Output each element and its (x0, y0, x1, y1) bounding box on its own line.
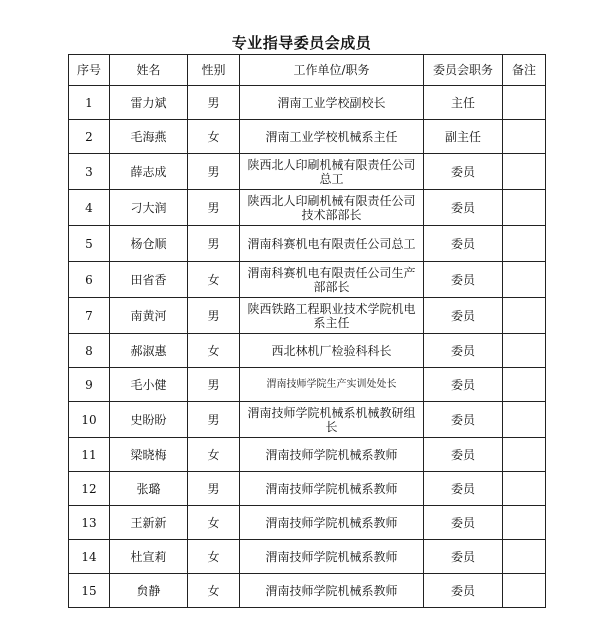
row-note (503, 226, 546, 262)
row-unit: 渭南技师学院机械系机械教研组长 (240, 402, 424, 438)
table-row (69, 226, 546, 262)
row-index: 1 (69, 86, 110, 120)
row-role: 主任 (424, 86, 503, 120)
row-name: 毛海燕 (110, 120, 188, 154)
table-row (69, 154, 546, 190)
row-name: 张璐 (110, 472, 188, 506)
header-gender: 性别 (188, 55, 240, 86)
header-role: 委员会职务 (424, 55, 503, 86)
row-note (503, 506, 546, 540)
row-name: 杜宣莉 (110, 540, 188, 574)
table-row (69, 574, 546, 608)
table-row (69, 506, 546, 540)
row-role: 委员 (424, 368, 503, 402)
row-role: 委员 (424, 540, 503, 574)
row-name: 田省香 (110, 262, 188, 298)
table-row (69, 298, 546, 334)
header-index: 序号 (69, 55, 110, 86)
row-unit: 渭南技师学院机械系教师 (240, 506, 424, 540)
row-role: 委员 (424, 262, 503, 298)
row-name: 王新新 (110, 506, 188, 540)
page-title: 专业指导委员会成员 (231, 34, 372, 52)
row-role: 委员 (424, 190, 503, 226)
row-name: 史盼盼 (110, 402, 188, 438)
row-name: 梁晓梅 (110, 438, 188, 472)
row-unit: 渭南工业学校副校长 (240, 86, 424, 120)
row-gender: 女 (188, 120, 240, 154)
row-role: 委员 (424, 298, 503, 334)
row-unit: 渭南技师学院机械系教师 (240, 540, 424, 574)
row-gender: 男 (188, 298, 240, 334)
header-name: 姓名 (110, 55, 188, 86)
row-index: 14 (69, 540, 110, 574)
row-gender: 女 (188, 574, 240, 608)
row-name: 毛小健 (110, 368, 188, 402)
row-unit: 陕西铁路工程职业技术学院机电系主任 (240, 298, 424, 334)
row-unit: 渭南科赛机电有限责任公司生产部部长 (240, 262, 424, 298)
row-note (503, 86, 546, 120)
row-name: 南黄河 (110, 298, 188, 334)
row-index: 7 (69, 298, 110, 334)
table-row (69, 540, 546, 574)
table-row (69, 120, 546, 154)
row-name: 薛志成 (110, 154, 188, 190)
row-index: 5 (69, 226, 110, 262)
row-role: 副主任 (424, 120, 503, 154)
row-unit: 渭南技师学院机械系教师 (240, 438, 424, 472)
row-name: 郝淑惠 (110, 334, 188, 368)
header-note: 备注 (503, 55, 546, 86)
row-note (503, 262, 546, 298)
row-unit: 渭南工业学校机械系主任 (240, 120, 424, 154)
row-role: 委员 (424, 226, 503, 262)
row-unit: 陕西北人印刷机械有限责任公司技术部部长 (240, 190, 424, 226)
row-role: 委员 (424, 438, 503, 472)
row-index: 13 (69, 506, 110, 540)
row-gender: 男 (188, 226, 240, 262)
row-gender: 男 (188, 86, 240, 120)
row-role: 委员 (424, 334, 503, 368)
row-note (503, 472, 546, 506)
row-unit: 西北林机厂检验科科长 (240, 334, 424, 368)
row-note (503, 368, 546, 402)
row-index: 3 (69, 154, 110, 190)
row-unit: 渭南技师学院机械系教师 (240, 574, 424, 608)
row-index: 9 (69, 368, 110, 402)
row-index: 8 (69, 334, 110, 368)
table-row (69, 472, 546, 506)
row-name: 贠静 (110, 574, 188, 608)
row-gender: 男 (188, 190, 240, 226)
row-note (503, 574, 546, 608)
row-index: 2 (69, 120, 110, 154)
table-row (69, 86, 546, 120)
row-name: 杨仓顺 (110, 226, 188, 262)
table-row (69, 368, 546, 402)
row-index: 12 (69, 472, 110, 506)
row-role: 委员 (424, 472, 503, 506)
row-note (503, 190, 546, 226)
row-index: 11 (69, 438, 110, 472)
table-row (69, 334, 546, 368)
row-unit: 渭南技师学院机械系教师 (240, 472, 424, 506)
row-unit: 渭南科赛机电有限责任公司总工 (240, 226, 424, 262)
row-index: 6 (69, 262, 110, 298)
row-note (503, 154, 546, 190)
row-role: 委员 (424, 402, 503, 438)
row-name: 刁大润 (110, 190, 188, 226)
row-role: 委员 (424, 506, 503, 540)
table-row (69, 438, 546, 472)
table-header-row (69, 55, 546, 86)
row-note (503, 402, 546, 438)
row-name: 雷力斌 (110, 86, 188, 120)
row-note (503, 540, 546, 574)
committee-members-table (68, 54, 546, 608)
row-gender: 男 (188, 472, 240, 506)
table-row (69, 262, 546, 298)
table-row (69, 402, 546, 438)
row-role: 委员 (424, 574, 503, 608)
row-gender: 女 (188, 262, 240, 298)
row-gender: 女 (188, 540, 240, 574)
row-role: 委员 (424, 154, 503, 190)
row-gender: 女 (188, 438, 240, 472)
table-row (69, 190, 546, 226)
row-note (503, 298, 546, 334)
row-note (503, 438, 546, 472)
row-index: 15 (69, 574, 110, 608)
row-unit: 陕西北人印刷机械有限责任公司总工 (240, 154, 424, 190)
header-unit: 工作单位/职务 (240, 55, 424, 86)
row-index: 4 (69, 190, 110, 226)
row-gender: 男 (188, 368, 240, 402)
row-gender: 女 (188, 334, 240, 368)
row-index: 10 (69, 402, 110, 438)
row-gender: 男 (188, 402, 240, 438)
row-note (503, 120, 546, 154)
row-note (503, 334, 546, 368)
row-gender: 女 (188, 506, 240, 540)
row-unit: 渭南技师学院生产实训处处长 (240, 368, 424, 402)
row-gender: 男 (188, 154, 240, 190)
